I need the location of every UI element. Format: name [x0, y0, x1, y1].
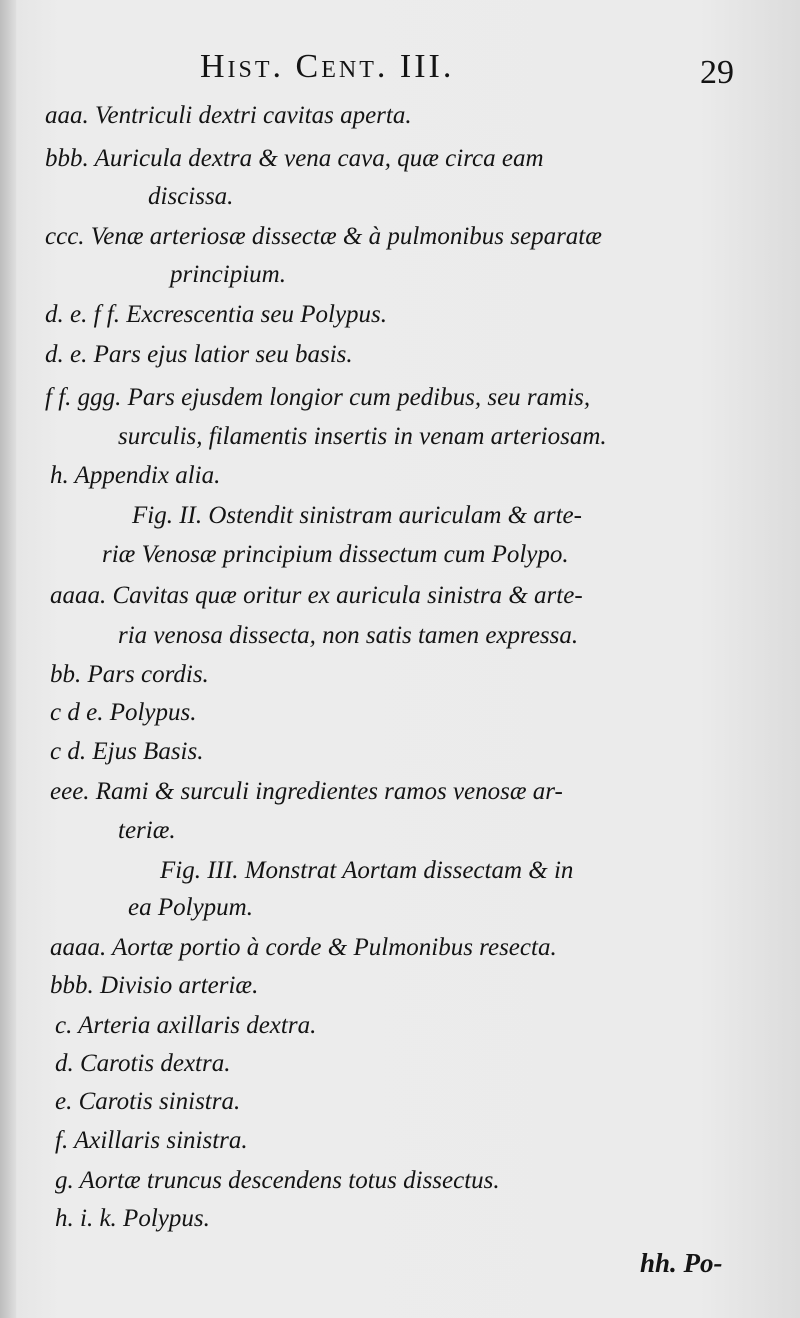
text-line: discissa. [148, 183, 234, 210]
text-line: Fig. III. Monstrat Aortam dissectam & in [160, 857, 574, 884]
text-line: teriæ. [118, 817, 176, 844]
text-line: c. Arteria axillaris dextra. [55, 1012, 317, 1039]
text-line: bbb. Divisio arteriæ. [50, 972, 259, 999]
running-title: Hist. Cent. III. [200, 48, 455, 85]
text-line: d. e. Pars ejus latior seu basis. [45, 341, 353, 368]
text-line: ccc. Venæ arteriosæ dissectæ & à pulmonibus separatæ [45, 223, 602, 250]
text-line: d. e. f f. Excrescentia seu Polypus. [45, 301, 388, 328]
text-line: riæ Venosæ principium dissectum cum Polypo. [102, 541, 569, 568]
text-line: Fig. II. Ostendit sinistram auriculam & arte- [132, 502, 582, 529]
text-line: g. Aortæ truncus descendens totus dissectus. [55, 1167, 500, 1194]
text-line: aaaa. Aortæ portio à corde & Pulmonibus resecta. [50, 934, 557, 961]
catchword: hh. Po- [640, 1248, 723, 1278]
page-number: 29 [700, 54, 734, 91]
text-line: aaaa. Cavitas quæ oritur ex auricula sinistra & arte- [50, 582, 583, 609]
text-line: surculis, filamentis insertis in venam arteriosam. [118, 423, 607, 450]
text-line: h. i. k. Polypus. [55, 1205, 210, 1232]
text-line: bb. Pars cordis. [50, 661, 209, 688]
text-line: aaa. Ventriculi dextri cavitas aperta. [45, 102, 412, 129]
text-line: h. Appendix alia. [50, 462, 221, 489]
text-line: f. Axillaris sinistra. [55, 1127, 248, 1154]
text-line: c d. Ejus Basis. [50, 738, 204, 765]
text-line: principium. [170, 261, 286, 288]
text-line: ria venosa dissecta, non satis tamen expressa. [118, 622, 579, 649]
text-line: bbb. Auricula dextra & vena cava, quæ circa eam [45, 145, 544, 172]
text-line: c d e. Polypus. [50, 699, 197, 726]
text-line: d. Carotis dextra. [55, 1050, 231, 1077]
text-line: e. Carotis sinistra. [55, 1088, 241, 1115]
text-line: eee. Rami & surculi ingredientes ramos venosæ ar- [50, 778, 563, 805]
text-line: ea Polypum. [128, 894, 253, 921]
page-gutter [0, 0, 16, 1318]
text-line: f f. ggg. Pars ejusdem longior cum pedibus, seu ramis, [45, 384, 591, 411]
